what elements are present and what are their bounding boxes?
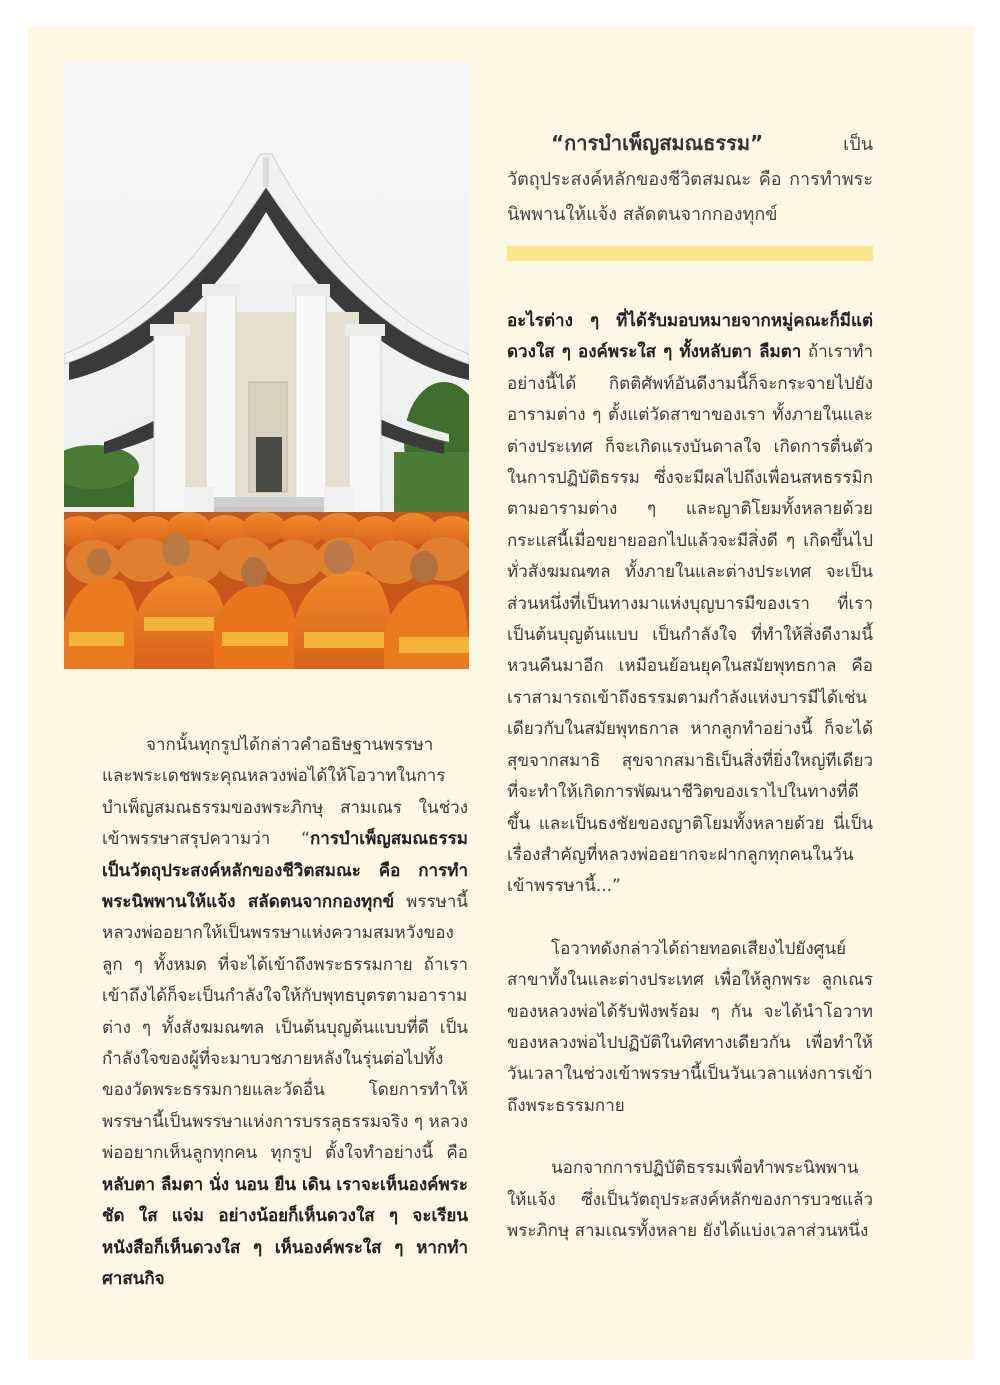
- left-paragraph: [102, 730, 468, 1295]
- broadcast-text: โอวาทดังกล่าวได้ถ่ายทอดเสียงไปยังศูนย์สาขาทั้งในและต่างประเทศ เพื่อให้ลูกพระ ลูกเณร ของหลวงพ่อได้รับฟังพร้อม ๆ กัน จะได้นำโอวาทของหลวงพ่อไปปฏิบัติในทิศทางเดียวกัน เพื่อทำให้วันเวลาในช่วงเข้าพรรษานี้เป็นวันเวลาแห่งการเข้าถึงพระธรรมกาย: [507, 938, 873, 1116]
- continuation-text: ถ้าเราทำอย่างนี้ได้ กิตติศัพท์อันดีงามนี้ก็จะกระจายไปยังอารามต่าง ๆ ตั้งแต่วัดสาขาของเรา ทั้งภายในและต่างประเทศ ก็จะเกิดแรงบันดาลใจ เกิดการตื่นตัวในการปฏิบัติธรรม ซึ่งจะมีผลไปถึงเพื่อนสหธรรมิกตามอารามต่าง ๆ และญาติโยมทั้งหลายด้วย กระแสนี้เมื่อขยายออกไปแล้วจะมีสิ่งดี ๆ เกิดขึ้นไปทั่วสังฆมณฑล ทั้งภายในและต่างประเทศ จะเป็นส่วนหนึ่งที่เป็นทางมาแห่งบุญบารมีของเรา ที่เราเป็นต้นบุญต้นแบบ เป็นกำลังใจ ที่ทำให้สิ่งดีงามนี้หวนคืนมาอีก เหมือนย้อนยุคในสมัยพุทธกาล คือ เราสามารถเข้าถึงธรรมตามกำลังแห่งบารมีได้เช่นเดียวกับในสมัยพุทธกาล หากลูกทำอย่างนี้ ก็จะได้สุขจากสมาธิ สุขจากสมาธิเป็นสิ่งที่ยิ่งใหญ่ทีเดียว ที่จะทำให้เกิดการพัฒนาชีวิตของเราไปในทางที่ดีขึ้น และเป็นธงชัยของญาติโยมทั้งหลายด้วย นี่เป็นเรื่องสำคัญที่หลวงพ่ออยากจะฝากลูกทุกคนในวันเข้าพรรษานี้...”: [507, 342, 874, 897]
- body-text: พรรษานี้หลวงพ่ออยากให้เป็นพรรษาแห่งความสมหวังของลูก ๆ ทั้งหมด ที่จะได้เข้าถึงพระธรรมกาย ถ้าเราเข้าถึงได้ก็จะเป็นกำลังใจให้กับพุทธบุตรตามอารามต่าง ๆ ทั้งสังฆมณฑล เป็นต้นบุญต้นแบบที่ดี เป็นกำลังใจของผู้ที่จะมาบวชภายหลังในรุ่นต่อไปทั้งของวัดพระธรรมกายและวัดอื่น โดยการทำให้พรรษานี้เป็นพรรษาแห่งการบรรลุธรรมจริง ๆ หลวงพ่ออยากเห็นลูกทุกคน ทุกรูป ตั้งใจทำอย่างนี้ คือ: [102, 892, 468, 1164]
- bold-continuation-text: อะไรต่าง ๆ ที่ได้รับมอบหมายจากหมู่คณะก็มีแต่ดวงใส ๆ องค์พระใส ๆ ทั้งหลับตา ลืมตา: [507, 311, 873, 363]
- closing-text: นอกจากการปฏิบัติธรรมเพื่อทำพระนิพพานให้แจ้ง ซึ่งเป็นวัตถุประสงค์หลักของการบวชแล้ว พระภิกษุ สามเณรทั้งหลาย ยังได้แบ่งเวลาส่วนหนึ่ง: [507, 1158, 873, 1241]
- temple-illustration: [64, 62, 469, 669]
- right-paragraph-2: [507, 934, 873, 1122]
- right-paragraph-3: [507, 1153, 873, 1247]
- pull-quote: [507, 126, 873, 232]
- accent-divider: [507, 246, 873, 261]
- bold-quote-text: การบำเพ็ญสมณธรรมเป็นวัตถุประสงค์หลักของชีวิตสมณะ คือ การทำพระนิพพานให้แจ้ง สลัดตนจากกองทุกข์: [102, 829, 468, 913]
- right-column: [507, 306, 873, 1247]
- left-column: [102, 730, 468, 1295]
- pull-quote-text: เป็นวัตถุประสงค์หลักของชีวิตสมณะ คือ การทำพระนิพพานให้แจ้ง สลัดตนจากกองทุกข์: [507, 134, 873, 225]
- bold-instruction-text: หลับตา ลืมตา นั่ง นอน ยืน เดิน เราจะเห็นองค์พระชัด ใส แจ่ม อย่างน้อยก็เห็นดวงใส ๆ จะเรียนหนังสือก็เห็นดวงใส ๆ เห็นองค์พระใส ๆ หากทำศาสนกิจ: [102, 1174, 468, 1289]
- temple-monks-photo: [64, 62, 469, 669]
- right-paragraph-1: [507, 306, 873, 903]
- intro-text: จากนั้นทุกรูปได้กล่าวคำอธิษฐานพรรษา และพระเดชพระคุณหลวงพ่อได้ให้โอวาทในการบำเพ็ญสมณธรรมของพระภิกษุ สามเณร ในช่วงเข้าพรรษาสรุปความว่า “: [102, 735, 468, 850]
- pull-quote-title: “การบำเพ็ญสมณธรรม”: [551, 131, 764, 155]
